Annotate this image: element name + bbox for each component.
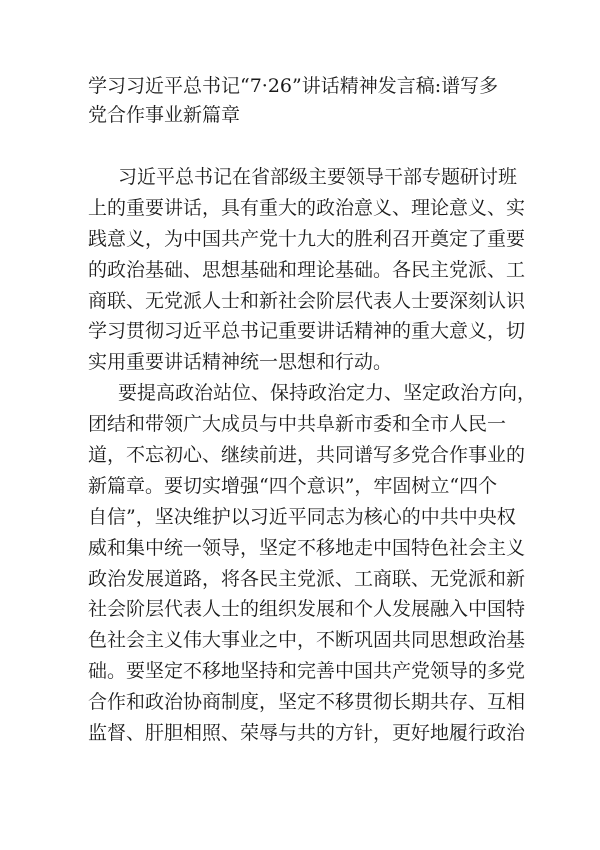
paragraph-line: 实用重要讲话精神统一思想和行动。	[88, 351, 393, 374]
paragraph-line: 合作和政治协商制度，坚定不移贯彻长期共存、互相	[88, 691, 526, 714]
paragraph-line: 社会阶层代表人士的组织发展和个人发展融入中国特	[88, 598, 526, 621]
paragraph-line: 自信”，坚决维护以习近平同志为核心的中共中央权	[88, 505, 516, 528]
paragraph-line: 道，不忘初心、继续前进，共同谱写多党合作事业的	[88, 444, 526, 467]
paragraph-2	[88, 378, 537, 749]
paragraph-line: 政治发展道路，将各民主党派、工商联、无党派和新	[88, 567, 526, 590]
paragraph-line: 学习贯彻习近平总书记重要讲话精神的重大意义，切	[88, 320, 526, 343]
title-line-1: 学习习近平总书记“7·26”讲话精神发言稿:谱写多	[88, 75, 499, 97]
paragraph-line: 团结和带领广大成员与中共阜新市委和全市人民一	[88, 413, 507, 436]
paragraph-line: 色社会主义伟大事业之中，不断巩固共同思想政治基	[88, 629, 526, 652]
title-line-2: 党合作事业新篇章	[88, 104, 241, 126]
paragraph-line: 监督、肝胆相照、荣辱与共的方针，更好地履行政治	[88, 722, 526, 745]
paragraph-line: 商联、无党派人士和新社会阶层代表人士要深刻认识	[88, 289, 526, 312]
paragraph-line: 要提高政治站位、保持政治定力、坚定政治方向，	[118, 382, 537, 405]
paragraph-line: 践意义，为中国共产党十九大的胜利召开奠定了重要	[88, 227, 526, 250]
paragraph-1	[88, 162, 528, 378]
document-title	[88, 72, 528, 130]
paragraph-line: 习近平总书记在省部级主要领导干部专题研讨班	[118, 166, 518, 188]
paragraph-line: 威和集中统一领导，坚定不移地走中国特色社会主义	[88, 536, 526, 559]
document-body	[88, 162, 537, 749]
paragraph-line: 础。要坚定不移地坚持和完善中国共产党领导的多党	[88, 660, 526, 683]
paragraph-line: 上的重要讲话，具有重大的政治意义、理论意义、实	[88, 196, 526, 219]
paragraph-line: 新篇章。要切实增强“四个意识”，牢固树立“四个	[88, 474, 498, 497]
paragraph-line: 的政治基础、思想基础和理论基础。各民主党派、工	[88, 258, 526, 281]
